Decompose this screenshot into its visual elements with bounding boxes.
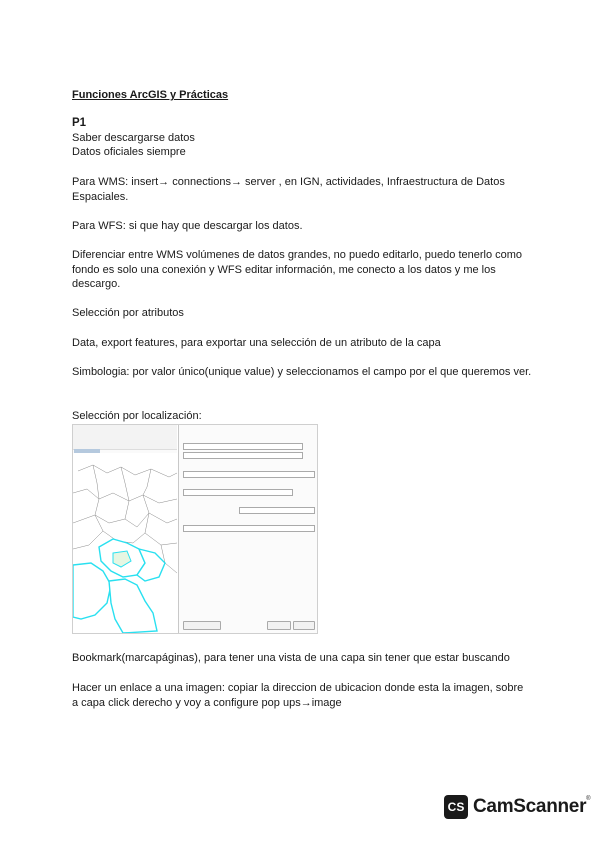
paragraph-symbology: Simbologia: por valor único(unique value) y seleccionamos el campo por el que queremos ver. bbox=[72, 366, 532, 378]
camscanner-logo bbox=[444, 793, 591, 823]
paragraph-difference: Diferenciar entre WMS volúmenes de datos grandes, no puedo editarlo, puedo tenerlo como fondo es solo una conexión y WFS editar información, me conecto a los datos y me los descargo. bbox=[72, 249, 523, 290]
section-heading: P1 bbox=[72, 117, 87, 129]
map-view bbox=[73, 425, 177, 633]
selection-type-field[interactable] bbox=[183, 525, 315, 532]
map-canvas bbox=[73, 453, 177, 633]
document-title: Funciones ArcGIS y Prácticas bbox=[72, 89, 229, 101]
paragraph-select-attributes: Selección por atributos bbox=[72, 307, 184, 319]
selecting-features-field[interactable] bbox=[183, 489, 293, 496]
relationship-field[interactable] bbox=[183, 471, 315, 478]
input-features-field-2[interactable] bbox=[183, 452, 303, 459]
camscanner-tm: ® bbox=[586, 796, 591, 802]
paragraph-download: Saber descargarse datos bbox=[72, 132, 195, 144]
paragraph-image-link: Hacer un enlace a una imagen: copiar la direccion de ubicacion donde esta la imagen, sobre a capa click derecho y voy a configure pop ups→image bbox=[72, 682, 524, 709]
paragraph-bookmark: Bookmark(marcapáginas), para tener una vista de una capa sin tener que estar buscando bbox=[72, 652, 510, 664]
select-by-location-panel bbox=[178, 425, 318, 633]
paragraph-select-location: Selección por localización: bbox=[72, 410, 202, 422]
apply-button[interactable] bbox=[267, 621, 291, 630]
arcgis-screenshot bbox=[72, 424, 318, 634]
camscanner-text: CamScanner bbox=[473, 796, 587, 817]
paragraph-official: Datos oficiales siempre bbox=[72, 146, 186, 158]
camscanner-wordmark bbox=[473, 796, 590, 818]
paragraph-export: Data, export features, para exportar una selección de un atributo de la capa bbox=[72, 337, 441, 349]
distance-field[interactable] bbox=[239, 507, 315, 514]
paragraph-wms: Para WMS: insert→ connections→ server , en IGN, actividades, Infraestructura de Datos Espaciales. bbox=[72, 176, 505, 203]
ok-button[interactable] bbox=[293, 621, 315, 630]
environments-button[interactable] bbox=[183, 621, 221, 630]
input-features-field[interactable] bbox=[183, 443, 303, 450]
paragraph-wfs: Para WFS: si que hay que descargar los datos. bbox=[72, 220, 303, 232]
map-drawing bbox=[73, 453, 177, 633]
map-toolbar bbox=[73, 425, 177, 450]
camscanner-mark-icon: CS bbox=[444, 795, 468, 819]
